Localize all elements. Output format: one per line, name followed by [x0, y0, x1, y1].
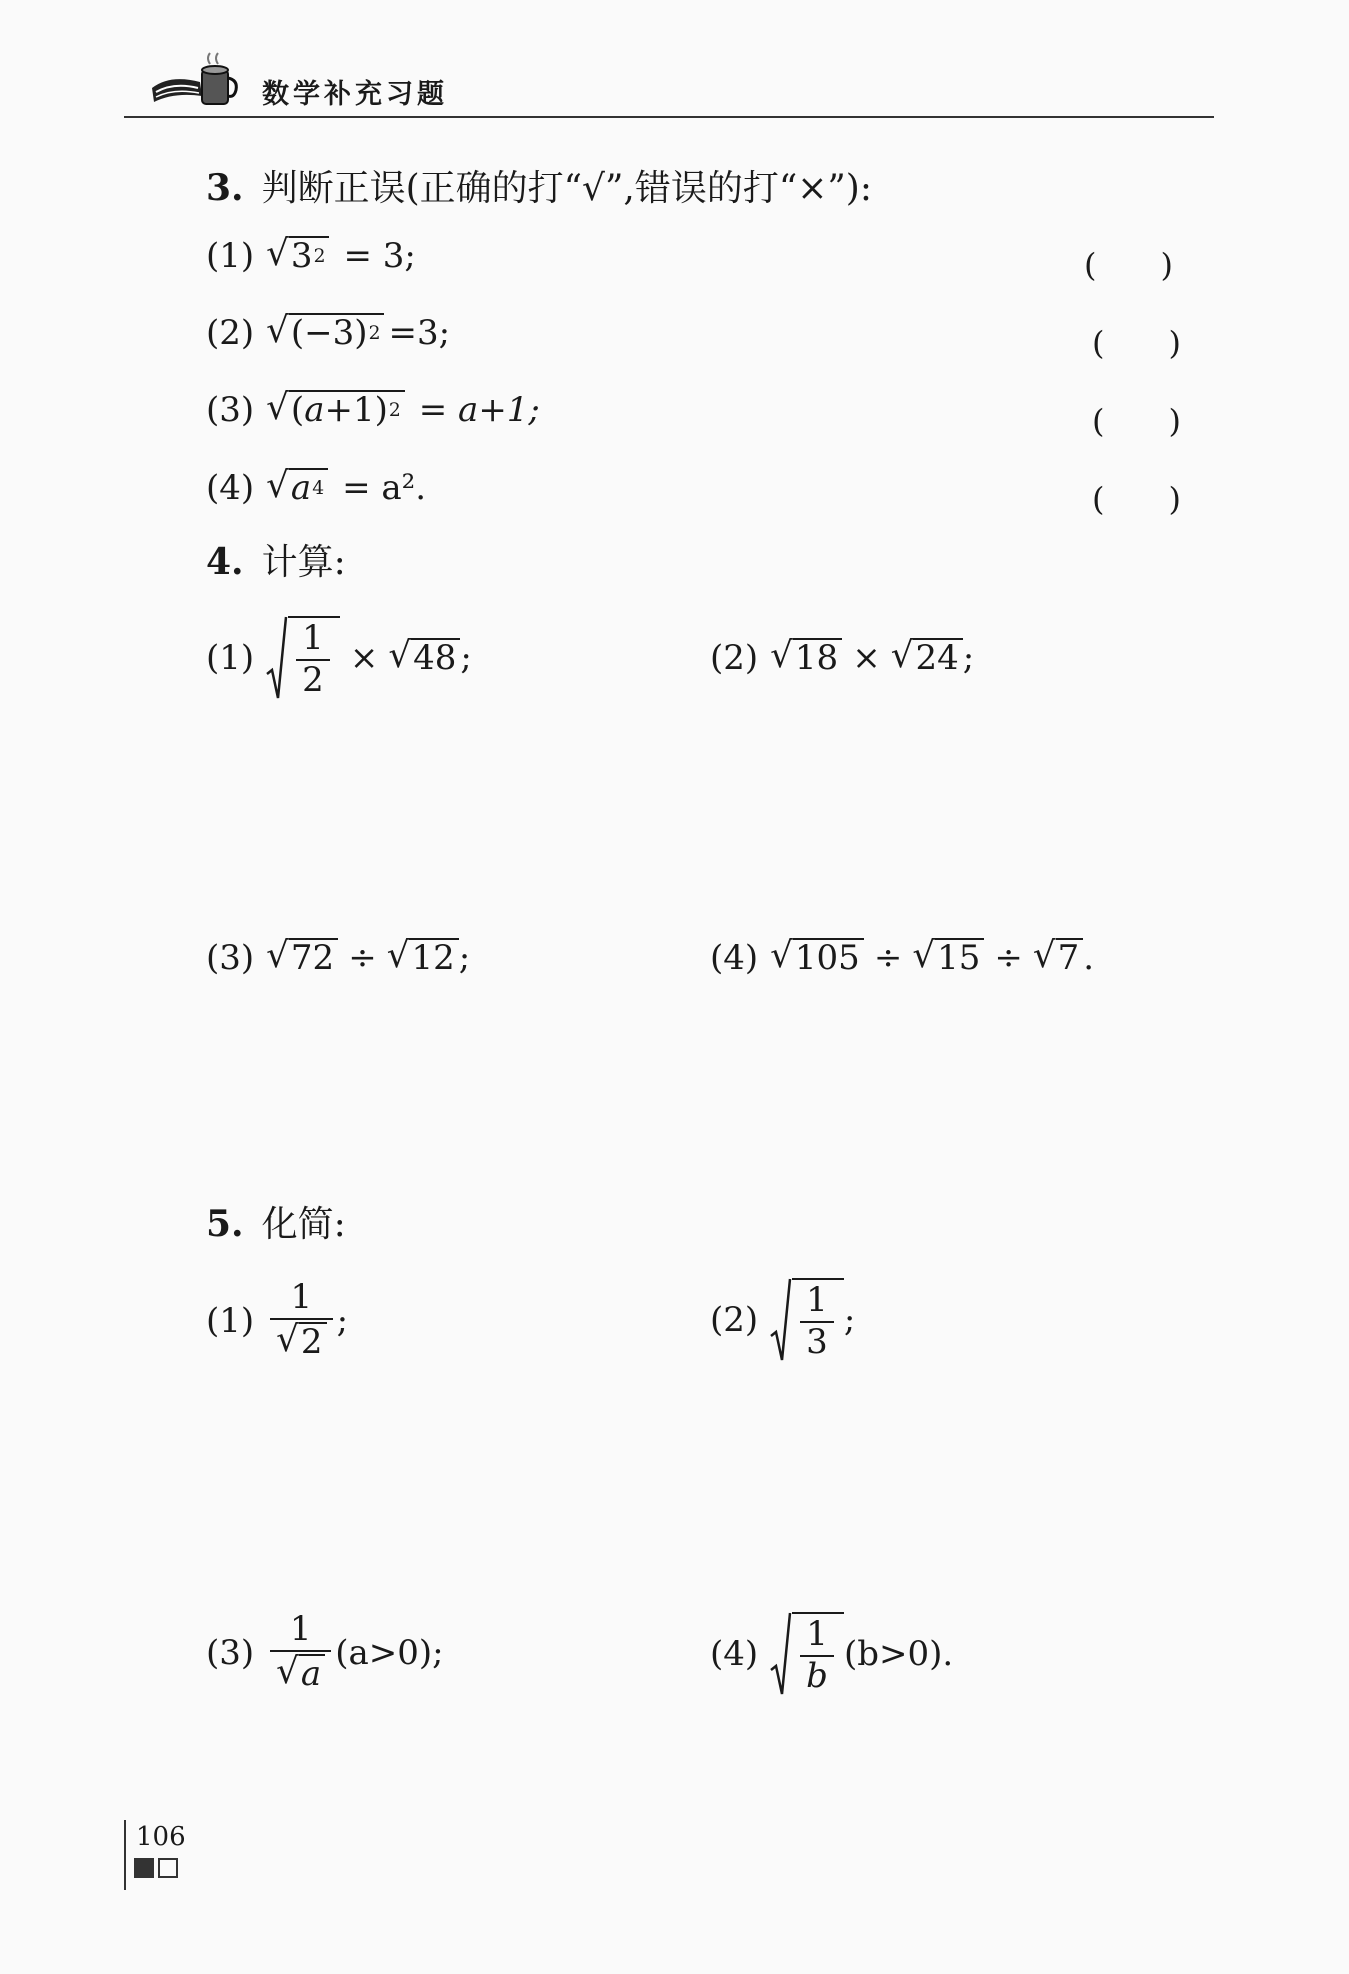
header-divider — [124, 116, 1214, 118]
item-label: (2) — [206, 313, 255, 353]
item-label: (4) — [206, 468, 255, 508]
q3-item-2 — [206, 310, 451, 354]
item-tail: = a². — [342, 468, 427, 508]
q4-item-2: (2) √ 18 × √ 24 ; — [710, 635, 975, 679]
q3-item-4 — [206, 465, 427, 509]
item-label: (2) — [710, 638, 759, 678]
question-number: 3. — [206, 167, 244, 209]
item-tail: =3; — [388, 313, 451, 353]
question-number: 5. — [206, 1203, 244, 1245]
sqrt-fraction-expression: $\frac{1}{2}$ — [266, 616, 340, 700]
item-tail: ; — [843, 1300, 856, 1340]
item-tail: ; — [460, 638, 472, 678]
item-tail: ; — [336, 1300, 349, 1341]
item-label: (3) — [206, 1632, 255, 1673]
footer-decoration — [134, 1858, 178, 1878]
filled-square-icon — [134, 1858, 154, 1878]
q5-item-1 — [206, 1277, 349, 1362]
item-label: (4) — [710, 938, 759, 978]
fraction-expression: 1 √ 2 — [270, 1280, 332, 1361]
item-label: (1) — [206, 1300, 255, 1341]
answer-parens[interactable]: ( ) — [1092, 480, 1181, 518]
item-label: (1) — [206, 236, 255, 276]
question-text: 判断正误(正确的打“√”,错误的打“×”): — [261, 168, 872, 209]
page-number: 106 — [136, 1822, 186, 1852]
item-tail: ; — [458, 938, 471, 978]
answer-parens[interactable]: ( ) — [1092, 402, 1181, 440]
q5-item-3 — [206, 1609, 444, 1694]
question-5-heading — [206, 1196, 346, 1247]
question-text: 计算: — [261, 542, 346, 583]
sqrt-expression: √ 3 2 — [266, 236, 329, 275]
q5-item-2 — [710, 1278, 855, 1362]
question-4-heading — [206, 534, 346, 585]
question-number: 4. — [206, 541, 244, 583]
item-label: (3) — [206, 390, 255, 430]
q4-item-1: (1) $\frac{1}{2}$ × √ 48 ; — [206, 616, 472, 700]
sqrt-fraction-expression: $\frac{1}{3}$ — [770, 1278, 844, 1362]
item-tail: (b>0). — [843, 1634, 954, 1674]
empty-square-icon — [158, 1858, 178, 1878]
q5-item-4 — [710, 1612, 953, 1696]
item-tail: (a>0); — [335, 1632, 444, 1673]
question-text: 化简: — [261, 1204, 346, 1245]
answer-parens[interactable]: ( ) — [1084, 246, 1173, 284]
q3-item-3 — [206, 387, 540, 431]
header-title: 数学补充习题 — [262, 79, 448, 110]
answer-parens[interactable]: ( ) — [1092, 324, 1181, 362]
item-label: (2) — [710, 1300, 759, 1340]
item-tail: = 3; — [343, 236, 416, 276]
item-tail: ; — [962, 638, 975, 678]
sqrt-expression: √ ( a +1) 2 — [266, 390, 405, 429]
book-and-cup-icon — [150, 52, 240, 110]
question-3-heading — [206, 160, 872, 211]
q3-item-1 — [206, 233, 416, 277]
q4-item-3: (3) √ 72 ÷ √ 12 ; — [206, 935, 471, 979]
footer-divider — [124, 1820, 126, 1890]
item-label: (3) — [206, 938, 255, 978]
item-tail: . — [1083, 938, 1095, 978]
item-tail: = a+1; — [418, 390, 540, 430]
sqrt-expression: √ a 4 — [266, 468, 328, 507]
fraction-expression: 1 √ a — [270, 1612, 331, 1693]
item-label: (4) — [710, 1634, 759, 1674]
sqrt-expression: √ (−3) 2 — [266, 313, 384, 352]
q4-item-4: (4) √ 105 ÷ √ 15 ÷ √ 7 . — [710, 935, 1095, 979]
sqrt-fraction-expression: $\frac{1}{b}$ — [770, 1612, 844, 1696]
item-label: (1) — [206, 638, 255, 678]
